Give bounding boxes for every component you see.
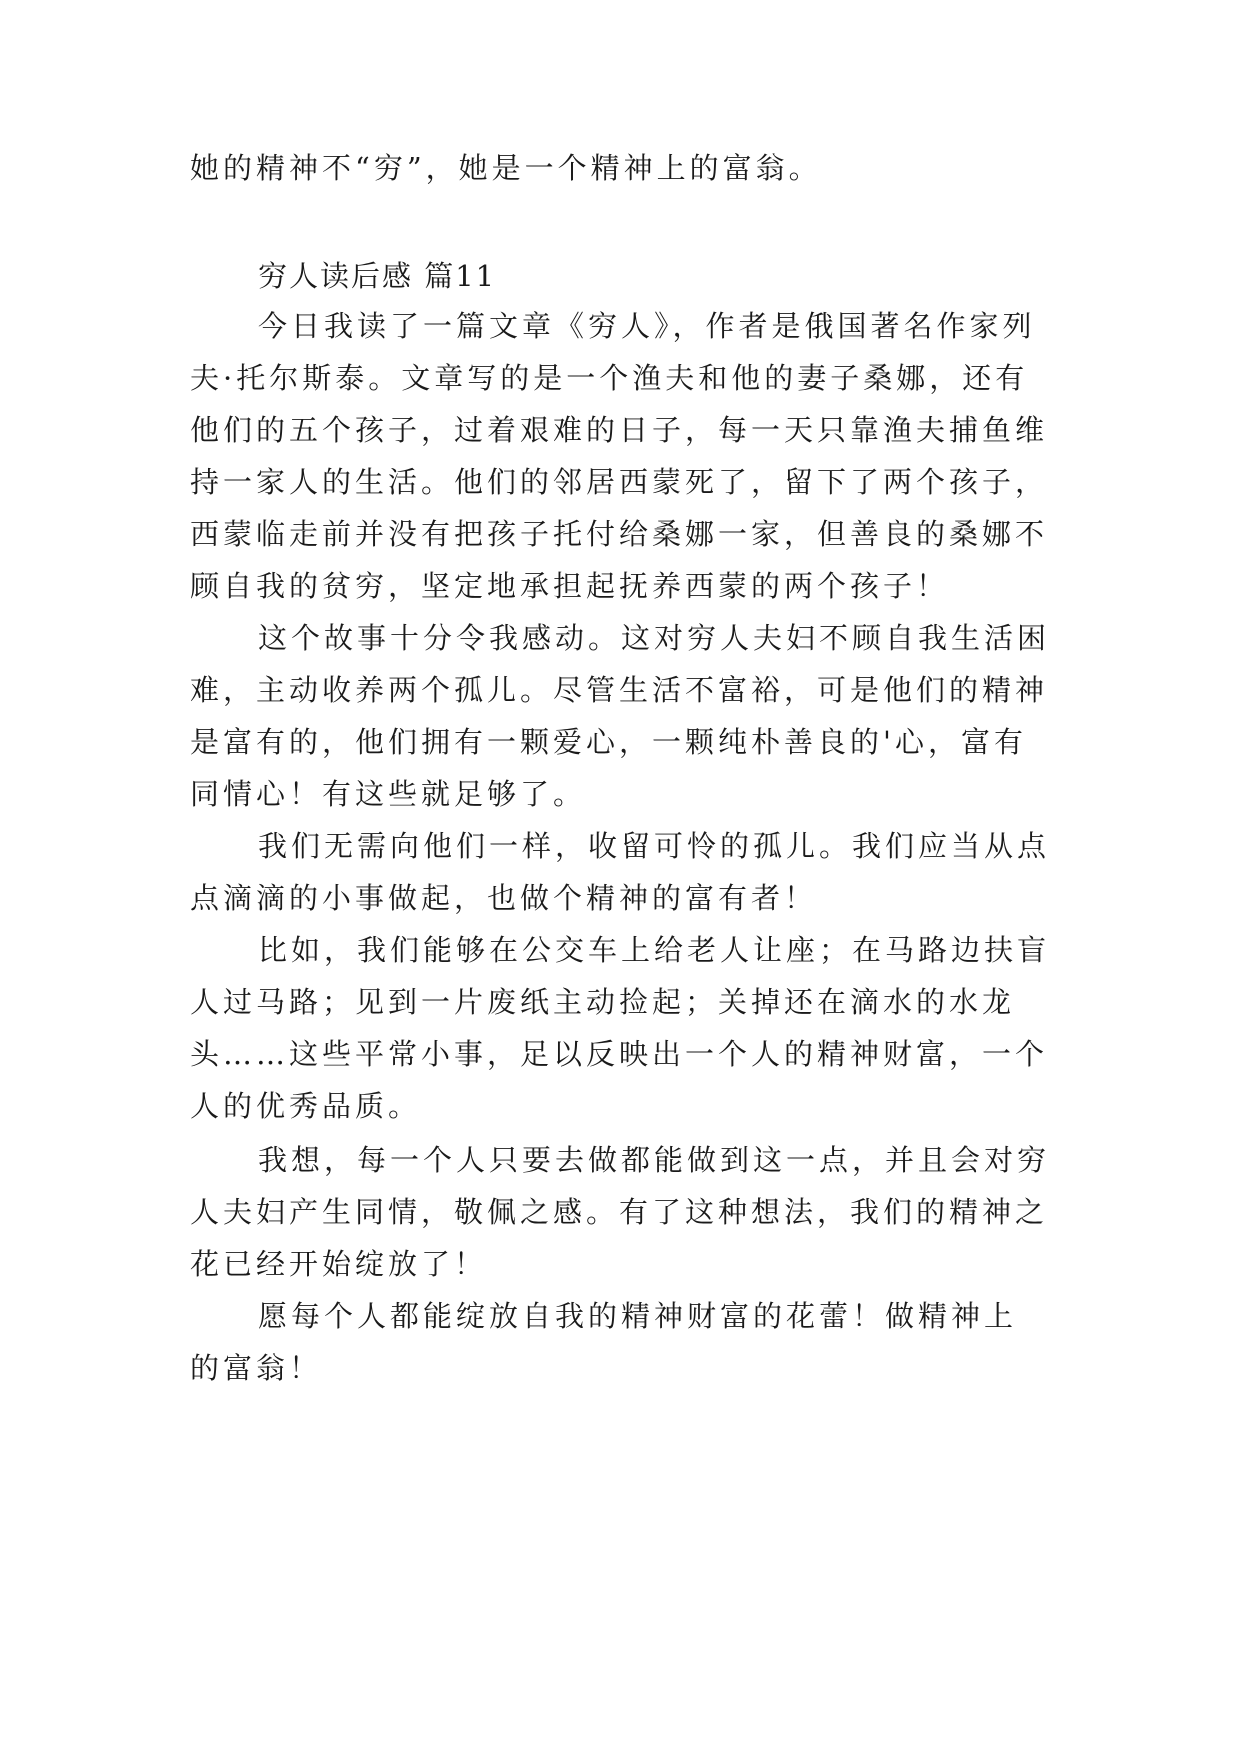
paragraph-2-line-2: 难，主动收养两个孤儿。尽管生活不富裕，可是他们的精神 — [190, 673, 1049, 707]
paragraph-1-line-6: 顾自我的贫穷，坚定地承担起抚养西蒙的两个孩子！ — [190, 569, 950, 603]
paragraph-1-line-1: 今日我读了一篇文章《穷人》，作者是俄国著名作家列 — [258, 309, 1036, 343]
paragraph-1-line-4: 持一家人的生活。他们的邻居西蒙死了，留下了两个孩子， — [190, 465, 1049, 499]
paragraph-6-line-1: 愿每个人都能绽放自我的精神财富的花蕾！做精神上 — [258, 1299, 1018, 1333]
paragraph-4-line-1: 比如，我们能够在公交车上给老人让座；在马路边扶盲 — [258, 933, 1051, 967]
paragraph-1-line-5: 西蒙临走前并没有把孩子托付给桑娜一家，但善良的桑娜不 — [190, 517, 1049, 551]
intro-line: 她的精神不“穷”，她是一个精神上的富翁。 — [190, 151, 822, 185]
paragraph-1-line-3: 他们的五个孩子，过着艰难的日子，每一天只靠渔夫捕鱼维 — [190, 413, 1049, 447]
paragraph-4-line-2: 人过马路；见到一片废纸主动捡起；关掉还在滴水的水龙 — [190, 985, 1016, 1019]
paragraph-3-line-1: 我们无需向他们一样，收留可怜的孤儿。我们应当从点 — [258, 829, 1051, 863]
paragraph-5-line-2: 人夫妇产生同情，敬佩之感。有了这种想法，我们的精神之 — [190, 1195, 1049, 1229]
paragraph-1-line-2: 夫·托尔斯泰。文章写的是一个渔夫和他的妻子桑娜，还有 — [190, 361, 1029, 395]
paragraph-3-line-2: 点滴滴的小事做起，也做个精神的富有者！ — [190, 881, 818, 915]
paragraph-5-line-3: 花已经开始绽放了！ — [190, 1247, 488, 1281]
section-heading: 穷人读后感 篇11 — [258, 259, 497, 293]
paragraph-5-line-1: 我想，每一个人只要去做都能做到这一点，并且会对穷 — [258, 1143, 1051, 1177]
paragraph-6-line-2: 的富翁！ — [190, 1351, 323, 1385]
paragraph-2-line-1: 这个故事十分令我感动。这对穷人夫妇不顾自我生活困 — [258, 621, 1051, 655]
paragraph-2-line-4: 同情心！有这些就足够了。 — [190, 777, 587, 811]
paragraph-2-line-3: 是富有的，他们拥有一颗爱心，一颗纯朴善良的'心，富有 — [190, 725, 1027, 759]
paragraph-4-line-3: 头……这些平常小事，足以反映出一个人的精神财富，一个 — [190, 1037, 1049, 1071]
paragraph-4-line-4: 人的优秀品质。 — [190, 1089, 422, 1123]
